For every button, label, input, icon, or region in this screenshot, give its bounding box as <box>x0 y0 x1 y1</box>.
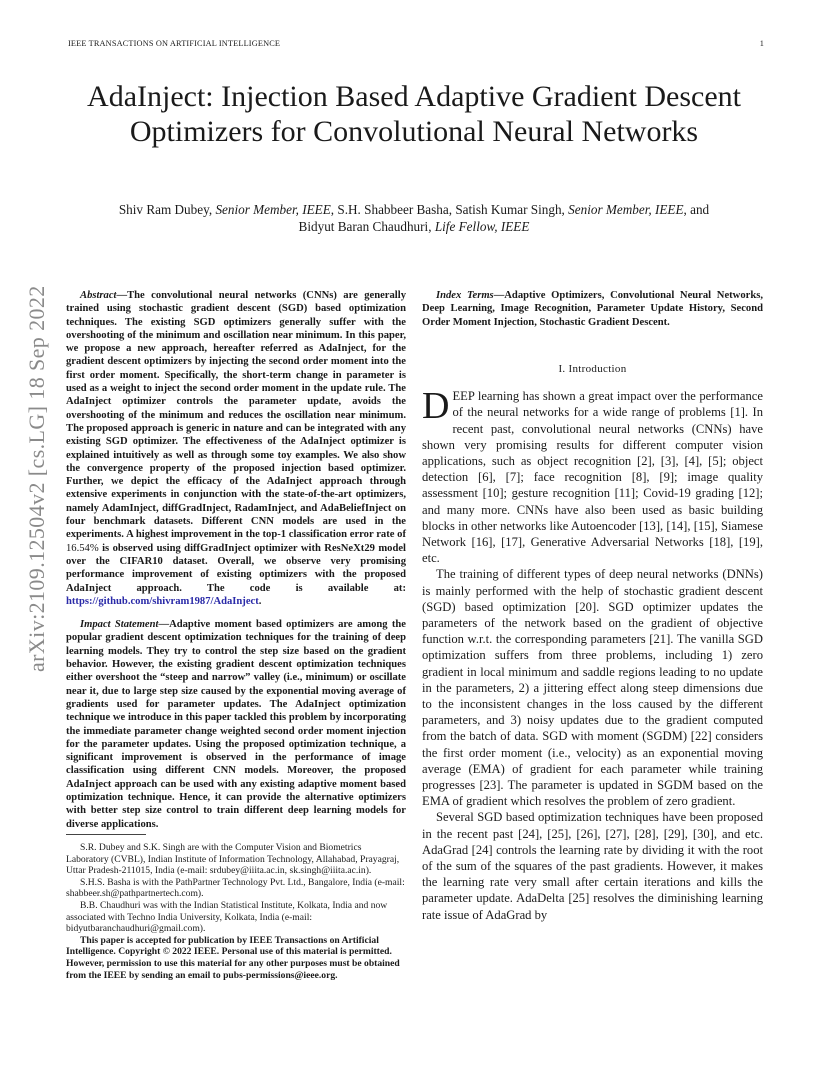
right-column <box>422 289 763 923</box>
index-terms-label: Index Terms <box>436 290 494 301</box>
abstract-highlight: 16.54% <box>66 542 99 554</box>
intro-paragraph-3: Several SGD based optimization techniques have been proposed in the recent past [24], [25], [26], [27], [28], [29], [30], and etc. AdaGrad [24] controls the learning rate by dividing it with the root of the sum of the squares of the past gradients. However, it makes the learning rate very small after certain iterations and kills the parameter update. AdaDelta [25] resolves the diminishing learning rate issue of AdaGrad by <box>422 810 763 922</box>
abstract: Abstract—The convolutional neural networks (CNNs) are generally trained using stochastic gradient descent (SGD) based optimization techniques. The existing SGD optimizers generally suffer with the overshooting of the minimum and oscillation near minimum. In this paper, we propose a new approach, hereafter referred as AdaInject, for the gradient descent optimizers by injecting the second order moment into the first order moment. Specifically, the short-term change in parameter is used as a weight to inject the second order moment in the update rule. The AdaInject optimizer controls the parameter update, avoids the overshooting of the minimum and reduces the oscillation near minimum. The proposed approach is generic in nature and can be integrated with any existing SGD optimizer. The effectiveness of the AdaInject optimizer is explained intuitively as well as through some toy examples. We also show the convergence property of the proposed injection based optimizer. Further, we depict the efficacy of the AdaInject approach through extensive experiments in conjunction with the state-of-the-art optimizers, namely AdamInject, diffGradInject, RadamInject, and AdaBeliefInject on four benchmark datasets. Different CNN models are used in the experiments. A highest improvement in the top-1 classification error rate of 16.54% is observed using diffGradInject optimizer with ResNeXt29 model over the CIFAR10 dataset. Overall, we observe very promising performance improvement of existing optimizers with the proposed AdaInject approach. The code is available at: https://github.com/shivram1987/AdaInject. <box>66 290 406 607</box>
footnote-2: S.H.S. Basha is with the PathPartner Technology Pvt. Ltd., Bangalore, India (e-mail: shabbeer.sh@pathpartnertech.com). <box>66 876 405 900</box>
intro-paragraph-2: The training of different types of deep neural networks (DNNs) is mainly performed with the help of stochastic gradient descent (SGD) based optimization [20]. SGD optimizer updates the parameters of the network based on the gradient of objective function w.r.t. the corresponding parameters [21]. The vanilla SGD optimization suffers from three problems, including 1) zero gradient in local minimum and saddle regions leading to no update in the parameters, 2) a jittering effect along steep dimensions due to the inconsistent changes in the loss caused by the different parameters, and 3) noisy updates due to the gradient computed from the batch of data. SGD with moment (SGDM) [22] considers the first order moment (i.e., velocity) as an exponential moving average (EMA) of gradient for each parameter while training progresses [23]. The parameter is updated in SGDM based on the EMA of gradient which resolves the problem of zero gradient. <box>422 567 763 809</box>
page-number: 1 <box>759 39 764 48</box>
author-line-2: Bidyut Baran Chaudhuri, Life Fellow, IEEE <box>298 219 530 234</box>
abstract-label: Abstract <box>80 290 117 301</box>
running-header <box>68 39 768 48</box>
code-link[interactable]: https://github.com/shivram1987/AdaInject <box>66 595 259 607</box>
footnote-rule <box>66 834 146 835</box>
author-line-1: Shiv Ram Dubey, Senior Member, IEEE, S.H. Shabbeer Basha, Satish Kumar Singh, Senior Member, IEEE, and <box>118 202 710 217</box>
paper-title: AdaInject: Injection Based Adaptive Gradient Descent Optimizers for Convolutional Neural Networks <box>87 80 741 148</box>
footnotes <box>66 842 406 981</box>
arxiv-identifier[interactable]: arXiv:2109.12504v2 [cs.LG] 18 Sep 2022 <box>24 285 49 672</box>
journal-name: IEEE TRANSACTIONS ON ARTIFICIAL INTELLIGENCE <box>68 39 281 48</box>
section-heading-introduction: I. Introduction <box>558 362 627 375</box>
author-list <box>60 201 768 235</box>
copyright-notice: This paper is accepted for publication by IEEE Transactions on Artificial Intelligence. Copyright © 2022 IEEE. Personal use of this material is permitted. However, permission to use this material for any other purposes must be obtained from the IEEE by sending an email to pubs-permissions@ieee.org. <box>66 934 400 981</box>
left-column <box>66 289 406 831</box>
intro-paragraph-1: DEEP learning has shown a great impact over the performance of the neural networks for a wide range of problems [1]. In recent past, convolutional neural networks (CNNs) have shown very promising results for different computer vision applications, such as object recognition [2], [3], [4], [5]; object detection [6], [7]; face recognition [8], [9]; image quality assessment [10]; gesture recognition [11]; Covid-19 grading [12]; and many more. CNNs have also been used as basic building blocks in other networks like Autoencoder [13], [14], [15], Siamese Network [16], [17], Generative Adversarial Networks [18], [19], etc. <box>422 385 763 566</box>
drop-cap: D <box>422 385 450 428</box>
footnote-3: B.B. Chaudhuri was with the Indian Statistical Institute, Kolkata, India and now associated with Techno India University, Kolkata, India (e-mail: bidyutbaranchaudhuri@gmail.com). <box>66 899 388 935</box>
index-terms: Index Terms—Adaptive Optimizers, Convolutional Neural Networks, Deep Learning, Image Recognition, Parameter Update History, Second Order Moment Injection, Stochastic Gradient Descent. <box>422 290 763 328</box>
introduction-body <box>422 385 763 923</box>
footnote-1: S.R. Dubey and S.K. Singh are with the Computer Vision and Biometrics Laboratory (CVBL), Indian Institute of Information Technology, Allahabad, Prayagraj, Uttar Pradesh-211015, India (e-mail: srdubey@iiita.ac.in, sk.singh@iiita.ac.in). <box>66 842 400 877</box>
impact-statement: Impact Statement—Adaptive moment based optimizers are among the popular gradient descent optimization techniques for the training of deep learning models. They try to control the step size based on the gradient behavior. However, the existing gradient descent optimization techniques either overshoot the “steep and narrow” valley (i.e., minimum) or oscillate near it, due to large step size caused by the exponential moving average of gradients used for parameter updates. The AdaInject optimization technique we introduce in this paper tackled this problem by incorporating the immediate parameter change weighted second order moment injection for the parameter updates. Using the proposed optimization technique, a significant improvement is observed in the performance of image classification using different CNN models. Moreover, the proposed AdaInject approach can be used with any existing adaptive moment based optimization technique. Hence, it can provide the alternative optimizers with better step size control to train different deep learning models for diverse applications. <box>66 619 406 830</box>
impact-label: Impact Statement <box>80 619 159 631</box>
